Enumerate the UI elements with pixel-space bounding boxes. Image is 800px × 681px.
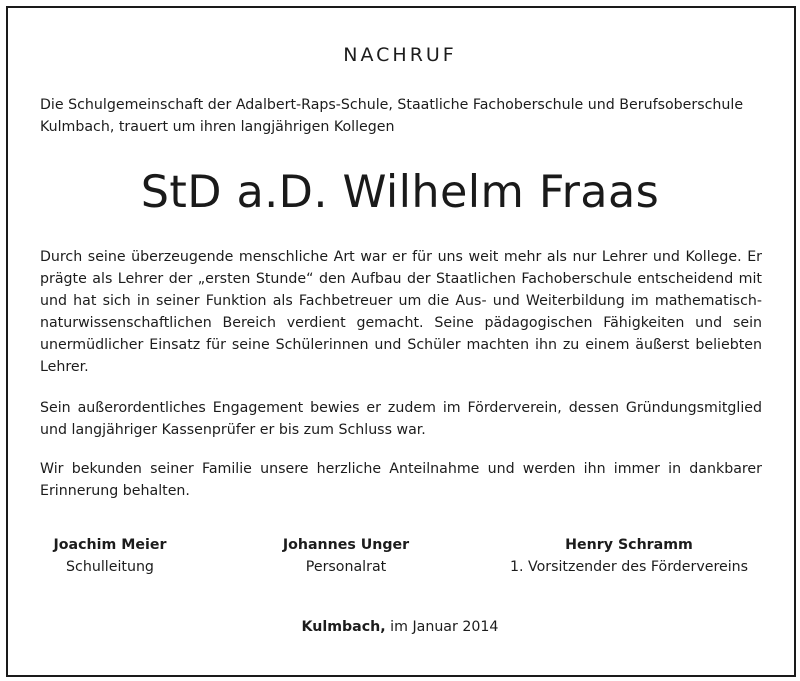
signatory-role: Personalrat	[305, 559, 387, 575]
intro-text: Die Schulgemeinschaft der Adalbert-Raps-Schule, Staatliche Fachoberschule und Berufsoberschule Kulmbach, trauert um ihren langjährigen Kollegen	[40, 97, 744, 135]
engagement-paragraph: Sein außerordentliches Engagement bewies er zudem im Förderverein, dessen Gründungsmitglied und langjähriger Kassenprüfer er bis zum Schluss war.	[40, 400, 762, 438]
signatory-block	[256, 534, 436, 578]
date-text: im Januar 2014	[390, 619, 499, 635]
place-name: Kulmbach,	[301, 619, 386, 635]
signatory-block	[486, 534, 772, 578]
signatory-name: Johannes Unger	[282, 537, 410, 553]
signatory-name: Henry Schramm	[565, 537, 693, 553]
deceased-name: StD a.D. Wilhelm Fraas	[140, 167, 660, 218]
place-date-line	[0, 616, 800, 638]
tribute-paragraph: Durch seine überzeugende menschliche Art war er für uns weit mehr als nur Lehrer und Kollege. Er prägte als Lehrer der „ersten Stunde“ den Aufbau der Staatlichen Fachoberschule entscheidend mit und hat sich in seiner Funktion als Fachbetreuer um die Aus- und Weiterbildung im mathematisch-naturwissenschaftlichen Bereich verdient gemacht. Seine pädagogischen Fähigkeiten und sein unermüdlicher Einsatz für seine Schülerinnen und Schüler machten ihn zu einem äußerst beliebten Lehrer.	[40, 249, 762, 375]
signatory-block	[30, 534, 190, 578]
notice-heading: NACHRUF	[343, 44, 457, 66]
signatory-role: 1. Vorsitzender des Fördervereins	[509, 559, 749, 575]
signatory-name: Joachim Meier	[53, 537, 167, 553]
condolence-paragraph: Wir bekunden seiner Familie unsere herzliche Anteilnahme und werden ihn immer in dankbarer Erinnerung behalten.	[40, 461, 762, 499]
signatory-role: Schulleitung	[66, 559, 154, 575]
